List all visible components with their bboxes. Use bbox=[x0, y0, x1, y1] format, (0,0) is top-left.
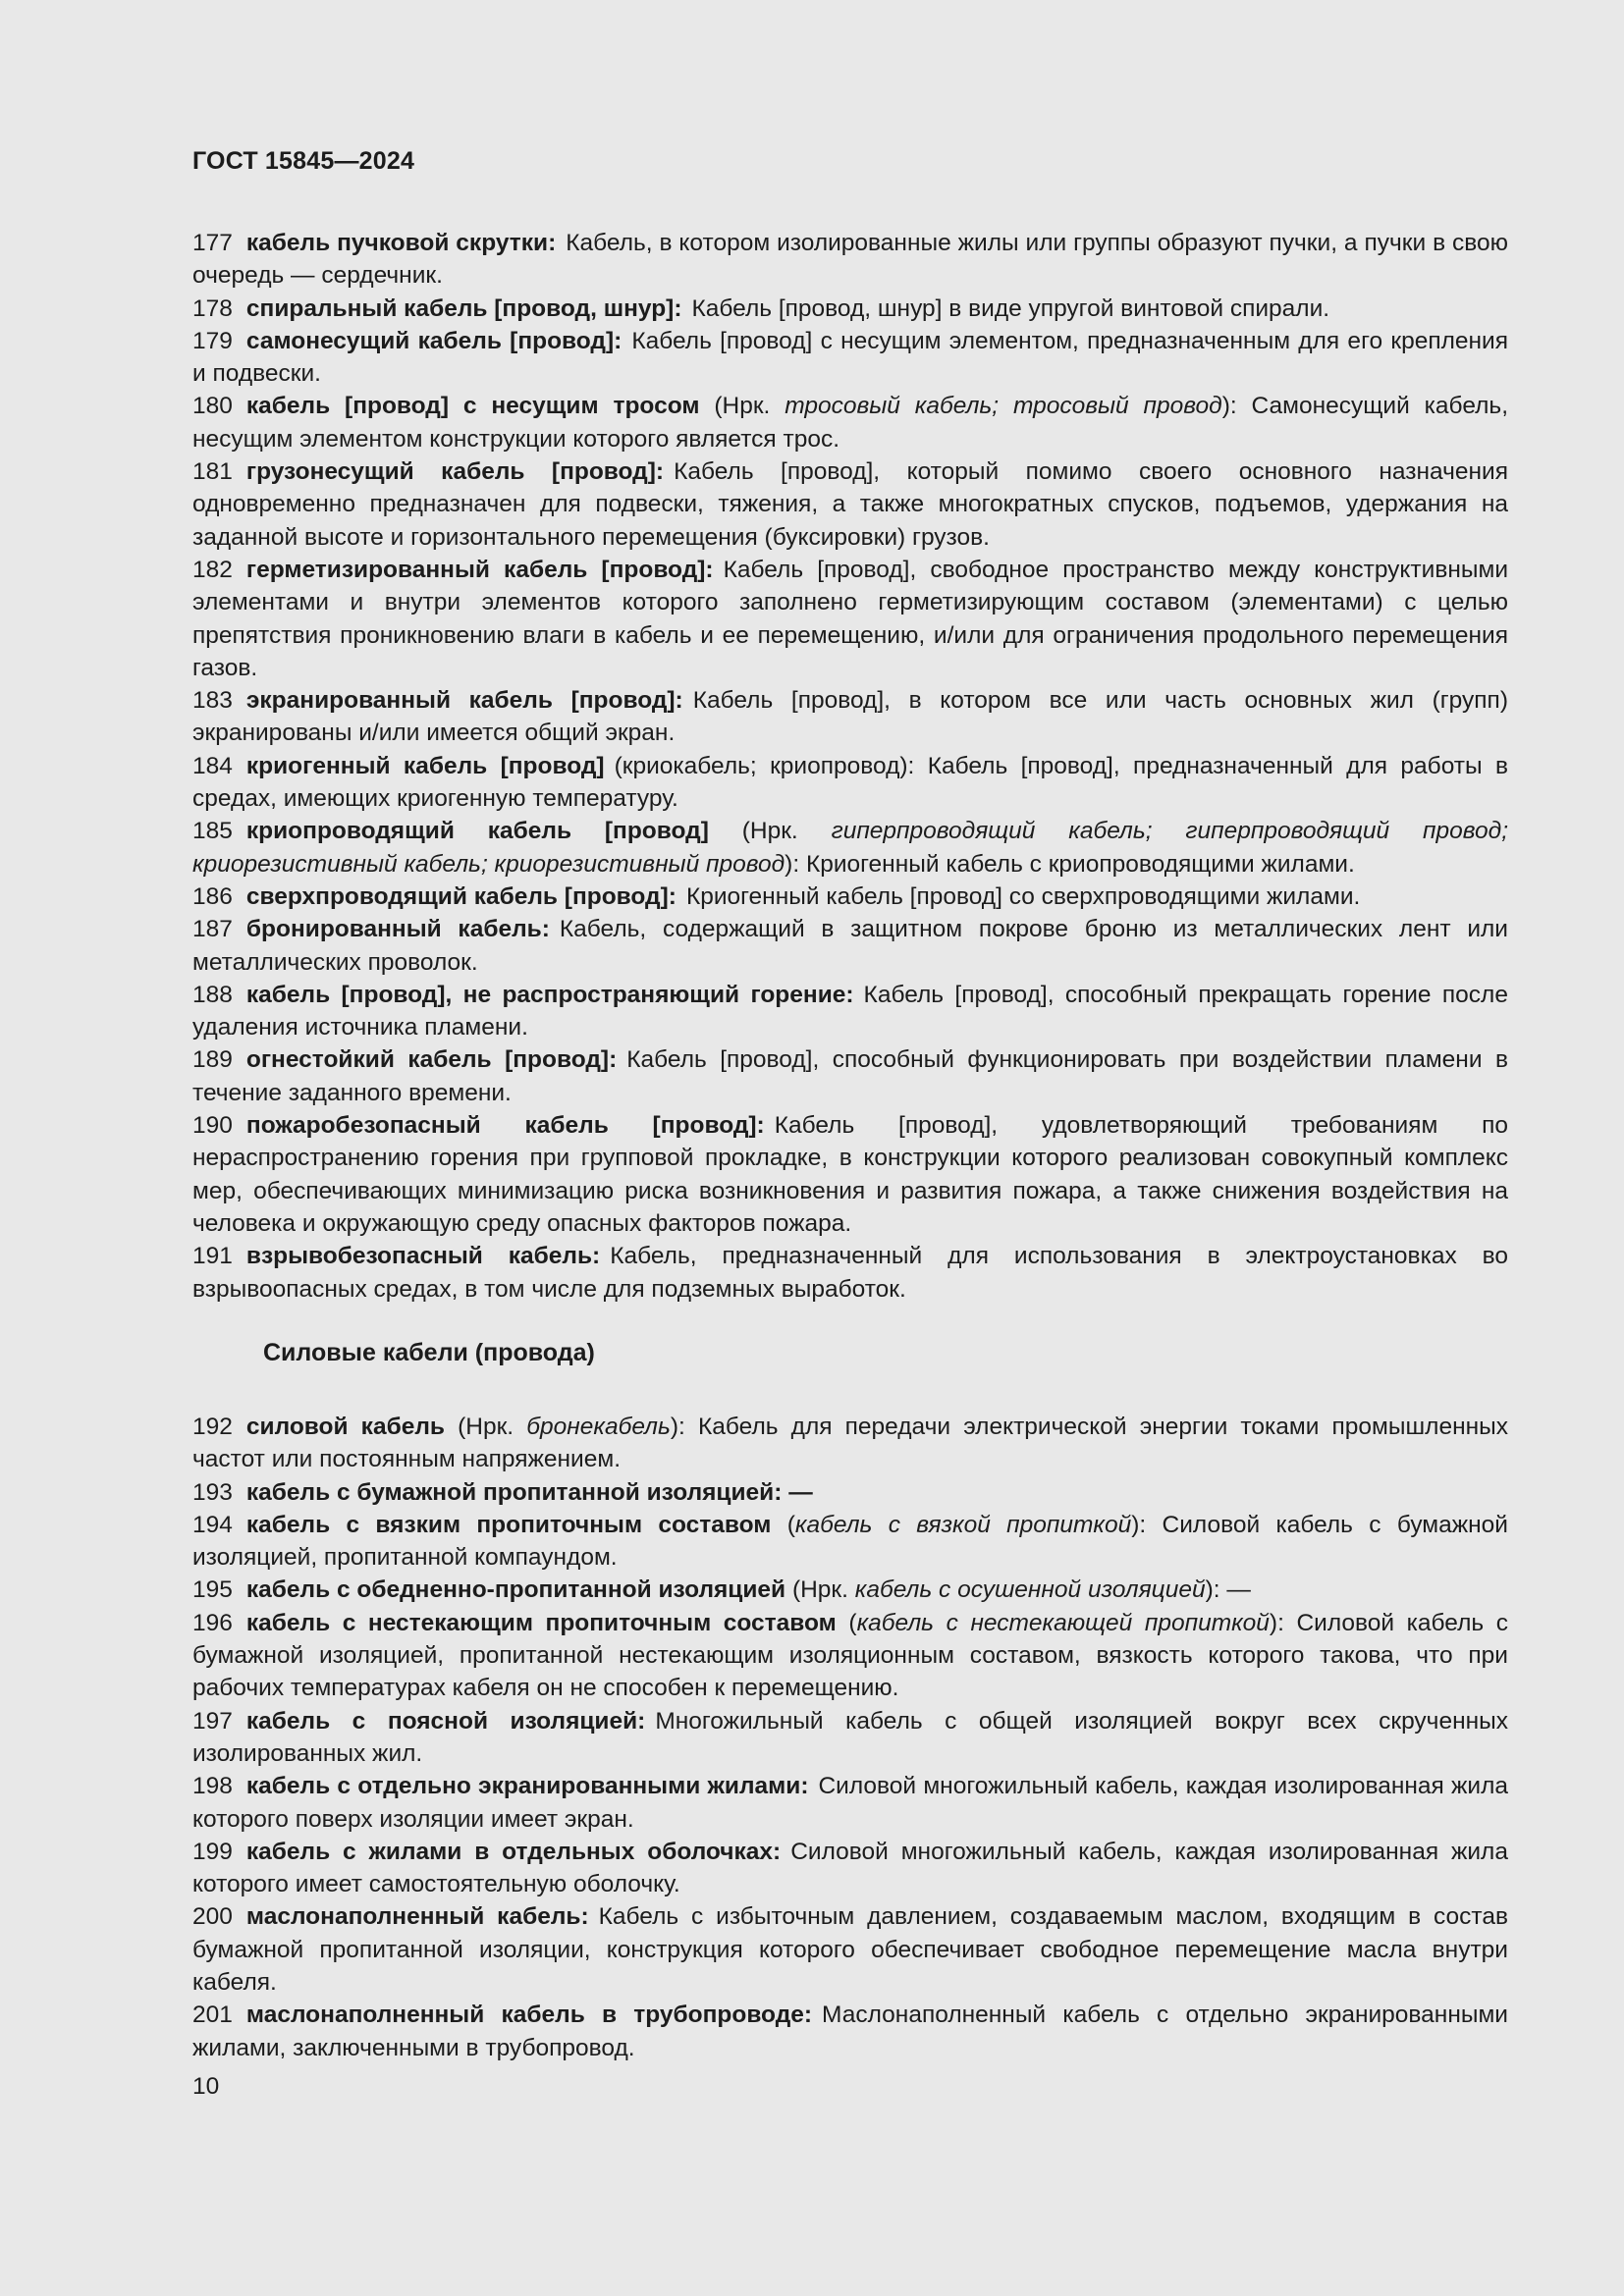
terms-block-general bbox=[192, 227, 1508, 1306]
term-number: 194 bbox=[192, 1511, 233, 1538]
term-definition: Кабель [провод] с несущим элементом, предназначенным для его крепления и подвески. bbox=[192, 327, 1508, 388]
term-name: кабель с отдельно экранированными жилами: bbox=[245, 1773, 809, 1800]
term-definition: ): Силовой кабель с бумажной изоляцией, пропитанной нестекающим изоляционным составом, вязкость которого такова, что при рабочих температурах кабеля он не способен к перемещению. bbox=[192, 1609, 1508, 1702]
term-definition: Маслонаполненный кабель с отдельно экранированными жилами, заключенными в трубопровод. bbox=[192, 2002, 1508, 2061]
term-definition: Кабель [провод], который помимо своего основного назначения одновременно предназначен для подвески, тяжения, а также многократных спусков, подъемов, удержания на заданной высоте и горизонтального перемещения (буксировки) грузов. bbox=[192, 458, 1508, 551]
term-name: экранированный кабель [провод]: bbox=[245, 687, 683, 715]
term-definition: ): Криогенный кабель с криопроводящими жилами. bbox=[785, 850, 1355, 878]
term-number: 183 bbox=[192, 687, 233, 715]
term-definition: Кабель [провод], удовлетворяющий требованиям по нераспространению горения при групповой прокладке, в конструкции которого реализован совокупный комплекс мер, обеспечивающих минимизацию риска возникновения и развития пожара, а также снижения воздействия на человека и окружающую среду опасных факторов пожара. bbox=[192, 1112, 1508, 1237]
term-entry-193 bbox=[192, 1476, 1508, 1509]
term-entry-187 bbox=[192, 913, 1508, 979]
term-number: 179 bbox=[192, 327, 233, 354]
term-entry-180 bbox=[192, 390, 1508, 455]
term-definition: Криогенный кабель [провод] со сверхпроводящими жилами. bbox=[685, 882, 1361, 910]
term-definition: Кабель, в котором изолированные жилы или группы образуют пучки, а пучки в свою очередь — сердечник. bbox=[192, 230, 1508, 290]
term-name: кабель пучковой скрутки: bbox=[245, 230, 557, 256]
term-definition: ): Самонесущий кабель, несущим элементом конструкции которого является трос. bbox=[192, 393, 1508, 453]
term-definition: Кабель [провод, шнур] в виде упругой винтовой спирали. bbox=[691, 294, 1330, 322]
term-entry-194 bbox=[192, 1509, 1508, 1575]
term-number: 195 bbox=[192, 1576, 233, 1604]
term-note: (Нрк. bbox=[791, 1576, 848, 1604]
term-number: 201 bbox=[192, 2002, 233, 2029]
term-name: кабель с обедненно-пропитанной изоляцией bbox=[245, 1576, 786, 1604]
term-definition: Кабель [провод], способный прекращать горение после удаления источника пламени. bbox=[192, 981, 1508, 1041]
term-number: 192 bbox=[192, 1414, 233, 1440]
term-name: кабель [провод] с несущим тросом bbox=[245, 393, 700, 420]
term-name: грузонесущий кабель [провод]: bbox=[245, 458, 665, 486]
term-entry-201 bbox=[192, 1999, 1508, 2064]
term-entry-198 bbox=[192, 1770, 1508, 1836]
term-note: (Нрк. bbox=[741, 818, 798, 845]
term-name: кабель с поясной изоляцией: bbox=[245, 1707, 646, 1735]
document-header: ГОСТ 15845—2024 bbox=[192, 147, 415, 175]
term-name: спиральный кабель [провод, шнур]: bbox=[245, 294, 682, 322]
term-name: силовой кабель bbox=[245, 1414, 445, 1440]
term-number: 196 bbox=[192, 1609, 233, 1636]
term-name: кабель с нестекающим пропиточным составом bbox=[245, 1609, 837, 1636]
term-name: сверхпроводящий кабель [провод]: bbox=[245, 882, 677, 910]
term-entry-200 bbox=[192, 1900, 1508, 1999]
term-name: кабель с бумажной пропитанной изоляцией: — bbox=[245, 1478, 813, 1506]
term-entry-199 bbox=[192, 1836, 1508, 1901]
term-entry-196 bbox=[192, 1607, 1508, 1705]
page-number: 10 bbox=[192, 2073, 220, 2100]
term-entry-182 bbox=[192, 554, 1508, 684]
term-name: кабель с вязким пропиточным составом bbox=[245, 1511, 772, 1538]
term-definition: Кабель [провод], в котором все или часть основных жил (групп) экранированы и/или имеется общий экран. bbox=[192, 687, 1508, 747]
term-definition: Кабель, содержащий в защитном покрове броню из металлических лент или металлических проволок. bbox=[192, 916, 1508, 976]
term-definition: Кабель, предназначенный для использования в электроустановках во взрывоопасных средах, в том числе для подземных выработок. bbox=[192, 1243, 1508, 1303]
term-entry-178 bbox=[192, 293, 1508, 325]
term-entry-184 bbox=[192, 750, 1508, 816]
term-definition: ): Кабель для передачи электрической энергии токами промышленных частот или постоянным напряжением. bbox=[192, 1414, 1508, 1473]
term-definition: Силовой многожильный кабель, каждая изолированная жила которого поверх изоляции имеет экран. bbox=[192, 1773, 1508, 1833]
term-definition: Многожильный кабель с общей изоляцией вокруг всех скрученных изолированных жил. bbox=[192, 1707, 1508, 1767]
term-entry-191 bbox=[192, 1240, 1508, 1306]
term-note: (Нрк. bbox=[458, 1414, 514, 1440]
term-definition: ): Силовой кабель с бумажной изоляцией, пропитанной компаундом. bbox=[192, 1511, 1508, 1572]
term-number: 189 bbox=[192, 1046, 233, 1074]
term-definition: ): — bbox=[1205, 1576, 1251, 1604]
term-note: (Нрк. bbox=[714, 393, 771, 420]
term-entry-195 bbox=[192, 1574, 1508, 1606]
term-number: 184 bbox=[192, 752, 233, 779]
term-number: 198 bbox=[192, 1773, 233, 1800]
term-entry-181 bbox=[192, 455, 1508, 554]
term-number: 190 bbox=[192, 1112, 233, 1140]
term-synonym: гиперпроводящий кабель; гиперпроводящий провод; криорезистивный кабель; криорезистивный провод bbox=[192, 818, 1508, 878]
term-number: 181 bbox=[192, 458, 233, 486]
term-name: криопроводящий кабель [провод] bbox=[245, 818, 709, 845]
term-name: взрывобезопасный кабель: bbox=[245, 1243, 601, 1270]
term-entry-185 bbox=[192, 815, 1508, 881]
term-name: кабель с жилами в отдельных оболочках: bbox=[245, 1838, 782, 1865]
term-definition: (криокабель; криопровод): Кабель [провод], предназначенный для работы в средах, имеющих криогенную температуру. bbox=[192, 752, 1508, 813]
term-number: 200 bbox=[192, 1903, 233, 1931]
term-number: 197 bbox=[192, 1707, 233, 1735]
section-heading: Силовые кабели (провода) bbox=[263, 1339, 595, 1366]
term-entry-186 bbox=[192, 881, 1508, 913]
term-note: ( bbox=[786, 1511, 795, 1538]
term-name: кабель [провод], не распространяющий горение: bbox=[245, 981, 854, 1008]
term-definition: Кабель с избыточным давлением, создаваемым маслом, входящим в состав бумажной пропитанной изоляции, конструкция которого обеспечивает свободное перемещение масла внутри кабеля. bbox=[192, 1903, 1508, 1997]
term-name: пожаробезопасный кабель [провод]: bbox=[245, 1112, 765, 1140]
term-number: 185 bbox=[192, 818, 233, 845]
term-entry-179 bbox=[192, 325, 1508, 391]
term-number: 187 bbox=[192, 916, 233, 943]
term-entry-192 bbox=[192, 1411, 1508, 1476]
term-entry-183 bbox=[192, 684, 1508, 750]
term-note: ( bbox=[848, 1609, 857, 1636]
term-number: 193 bbox=[192, 1478, 233, 1506]
term-entry-177 bbox=[192, 227, 1508, 293]
term-synonym: бронекабель bbox=[526, 1414, 671, 1440]
term-number: 191 bbox=[192, 1243, 233, 1270]
term-definition: Кабель [провод], способный функционировать при воздействии пламени в течение заданного времени. bbox=[192, 1046, 1508, 1106]
term-definition: Силовой многожильный кабель, каждая изолированная жила которого имеет самостоятельную оболочку. bbox=[192, 1838, 1508, 1898]
term-name: бронированный кабель: bbox=[245, 916, 550, 943]
term-name: маслонаполненный кабель в трубопроводе: bbox=[245, 2002, 813, 2029]
term-name: огнестойкий кабель [провод]: bbox=[245, 1046, 618, 1074]
term-number: 180 bbox=[192, 393, 233, 420]
term-synonym: кабель с вязкой пропиткой bbox=[794, 1511, 1132, 1538]
term-number: 188 bbox=[192, 981, 233, 1008]
term-name: маслонаполненный кабель: bbox=[245, 1903, 589, 1931]
term-name: самонесущий кабель [провод]: bbox=[245, 327, 623, 354]
term-name: криогенный кабель [провод] bbox=[245, 752, 605, 779]
term-definition: Кабель [провод], свободное пространство между конструктивными элементами и внутри элементов которого заполнено герметизирующим составом (элементами) с целью препятствия проникновению влаги в кабель и ее перемещению, и/или для ограничения продольного перемещения газов. bbox=[192, 556, 1508, 681]
term-entry-190 bbox=[192, 1109, 1508, 1240]
term-number: 177 bbox=[192, 230, 233, 256]
term-number: 186 bbox=[192, 882, 233, 910]
term-synonym: кабель с осушенной изоляцией bbox=[854, 1576, 1206, 1604]
term-name: герметизированный кабель [провод]: bbox=[245, 556, 714, 583]
term-number: 178 bbox=[192, 294, 233, 322]
terms-block-power-cables bbox=[192, 1411, 1508, 2064]
term-entry-189 bbox=[192, 1043, 1508, 1109]
term-synonym: тросовый кабель; тросовый провод bbox=[785, 393, 1222, 420]
term-entry-188 bbox=[192, 979, 1508, 1044]
term-number: 199 bbox=[192, 1838, 233, 1865]
term-synonym: кабель с нестекающей пропиткой bbox=[856, 1609, 1270, 1636]
term-entry-197 bbox=[192, 1705, 1508, 1771]
term-number: 182 bbox=[192, 556, 233, 583]
